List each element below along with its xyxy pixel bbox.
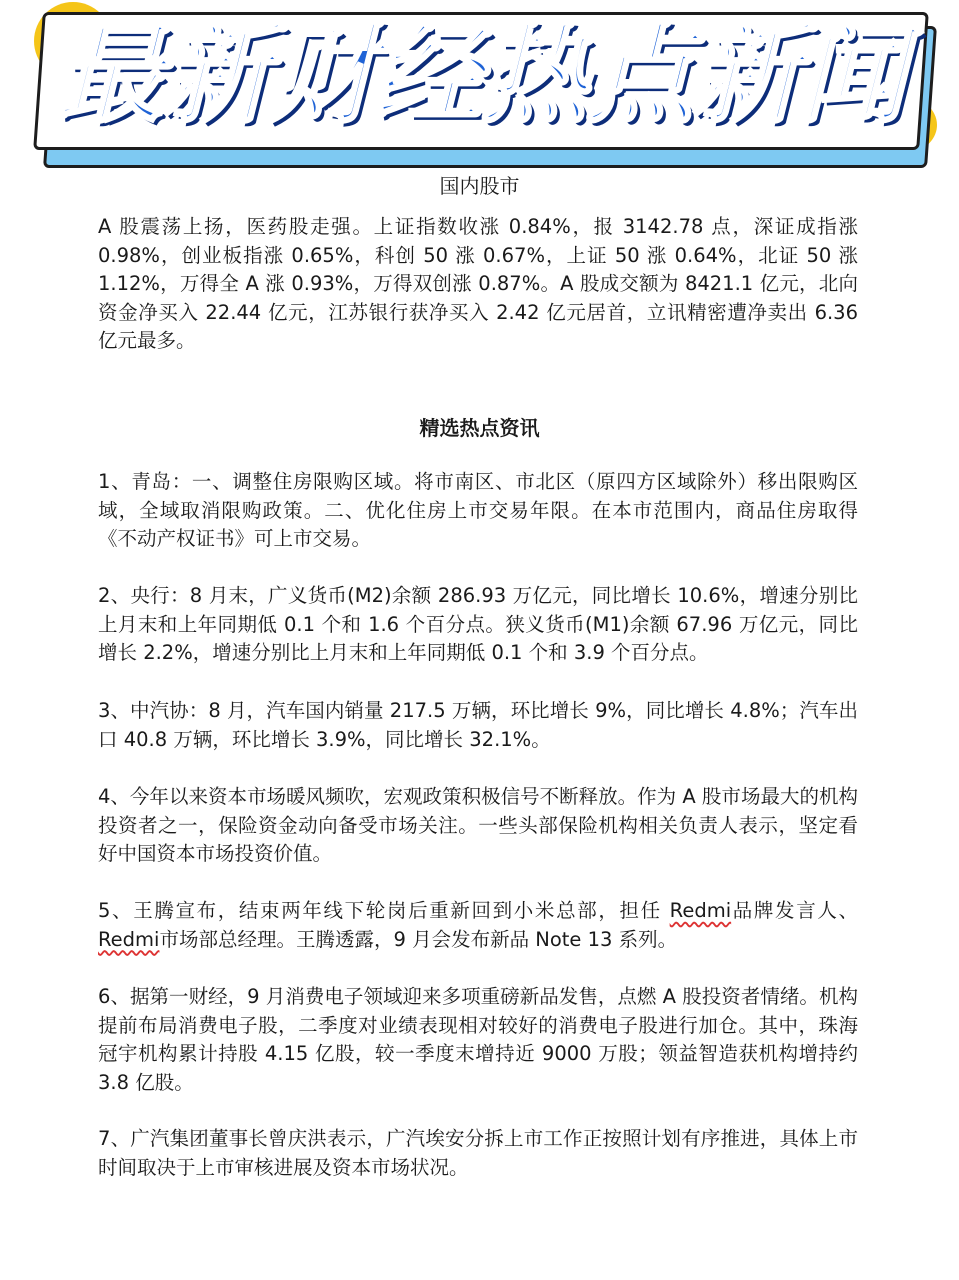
title-banner [0,0,959,170]
section-heading-hot-news: 精选热点资讯 [419,416,540,440]
brand-redmi-1: Redmi [669,899,732,922]
news-item-1: 1、青岛：一、调整住房限购区域。将市南区、市北区（原四方区域除外）移出限购区域，全域取消限购政策。二、优化住房上市交易年限。在本市范围内，商品住房取得《不动产权证书》可上市交易。 [98,470,858,550]
domestic-market-summary: A 股震荡上扬，医药股走强。上证指数收涨 0.84%，报 3142.78 点，深证成指涨 0.98%，创业板指涨 0.65%，科创 50 涨 0.67%，上证 50 涨 0.64%，北证 50 涨 1.12%，万得全 A 涨 0.93%，万得双创涨 0.87%。A 股成交额为 8421.1 亿元，北向资金净买入 22.44 亿元，江苏银行获净买入 2.42 亿元居首，立讯精密遭净卖出 6.36 亿元最多。 [98,215,858,352]
news-item-5-text-a: 5、王腾宣布，结束两年线下轮岗后重新回到小米总部，担任 [98,899,670,922]
news-item-4: 4、今年以来资本市场暖风频吹，宏观政策积极信号不断释放。作为 A 股市场最大的机构投资者之一，保险资金动向备受市场关注。一些头部保险机构相关负责人表示，坚定看好中国资本市场投资价值。 [98,785,858,865]
page-title: 最新财经热点新闻 [55,13,904,138]
news-item-2: 2、央行：8 月末，广义货币(M2)余额 286.93 万亿元，同比增长 10.6%，增速分别比上月末和上年同期低 0.1 个和 1.6 个百分点。狭义货币(M1)余额 67.96 万亿元，同比增长 2.2%，增速分别比上月末和上年同期低 0.1 个和 3.9 个百分点。 [98,584,858,664]
news-item-3: 3、中汽协：8 月，汽车国内销量 217.5 万辆，环比增长 9%，同比增长 4.8%；汽车出口 40.8 万辆，环比增长 3.9%，同比增长 32.1%。 [98,699,858,751]
news-item-5 [98,897,858,954]
news-item-6: 6、据第一财经，9 月消费电子领域迎来多项重磅新品发售，点燃 A 股投资者情绪。机构提前布局消费电子股，二季度对业绩表现相对较好的消费电子股进行加仓。其中，珠海冠宇机构累计持股 4.15 亿股，较一季度末增持近 9000 万股；领益智造获机构增持约 3.8 亿股。 [98,985,858,1094]
section-heading-domestic-market: 国内股市 [439,174,520,198]
brand-redmi-2: Redmi [98,927,160,951]
news-item-5-text-c: 市场部总经理。王腾透露，9 月会发布新品 Note 13 系列。 [159,927,678,951]
news-item-7: 7、广汽集团董事长曾庆洪表示，广汽埃安分拆上市工作正按照计划有序推进，具体上市时间取决于上市审核进展及资本市场状况。 [98,1127,858,1179]
news-item-5-text-b: 品牌发言人、 [731,899,858,922]
